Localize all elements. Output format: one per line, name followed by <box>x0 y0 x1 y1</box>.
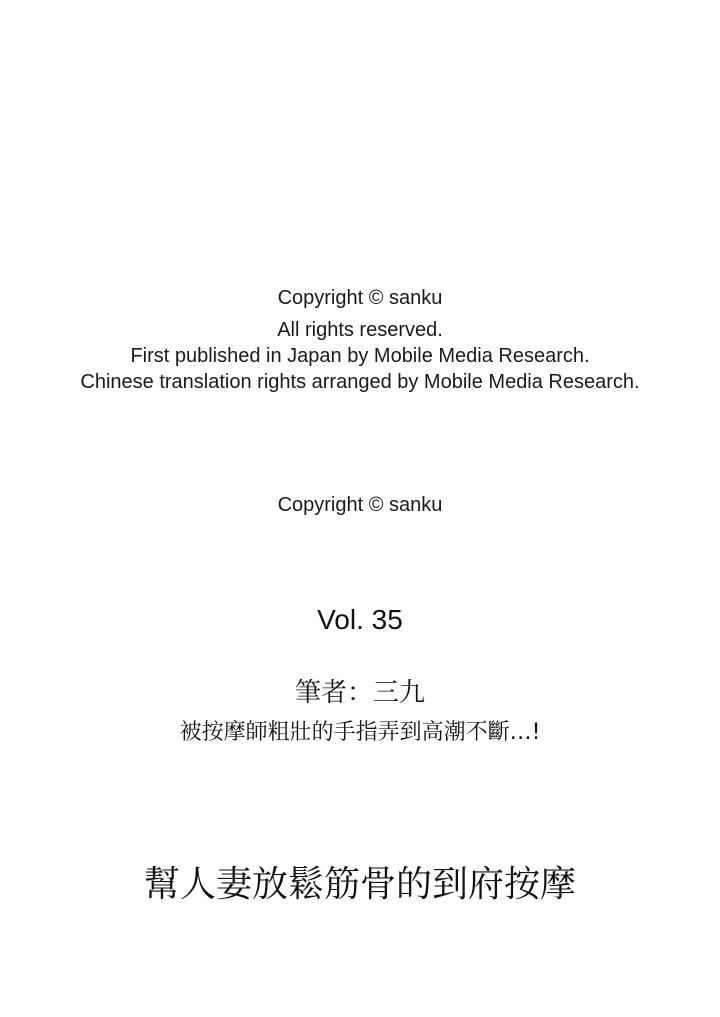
copyright-clipped-bottom <box>0 494 720 516</box>
volume-label: Vol. 35 <box>317 604 403 635</box>
author-label: 筆者：三九 <box>294 678 425 708</box>
rights-reserved-line: All rights reserved. <box>277 319 443 341</box>
subtitle: 被按摩師粗壯的手指弄到高潮不斷…! <box>179 720 541 745</box>
page-title: 幫人妻放鬆筋骨的到府按摩 <box>143 864 576 905</box>
copyright-clipped-bottom-text: Copyright © sanku <box>277 494 443 516</box>
translation-rights-line: Chinese translation rights arranged by Mobile Media Research. <box>80 371 640 393</box>
copyright-clipped-top <box>0 287 720 310</box>
copyright-clipped-top-text: Copyright © sanku <box>277 287 443 309</box>
first-published-line: First published in Japan by Mobile Media Research. <box>130 345 590 367</box>
